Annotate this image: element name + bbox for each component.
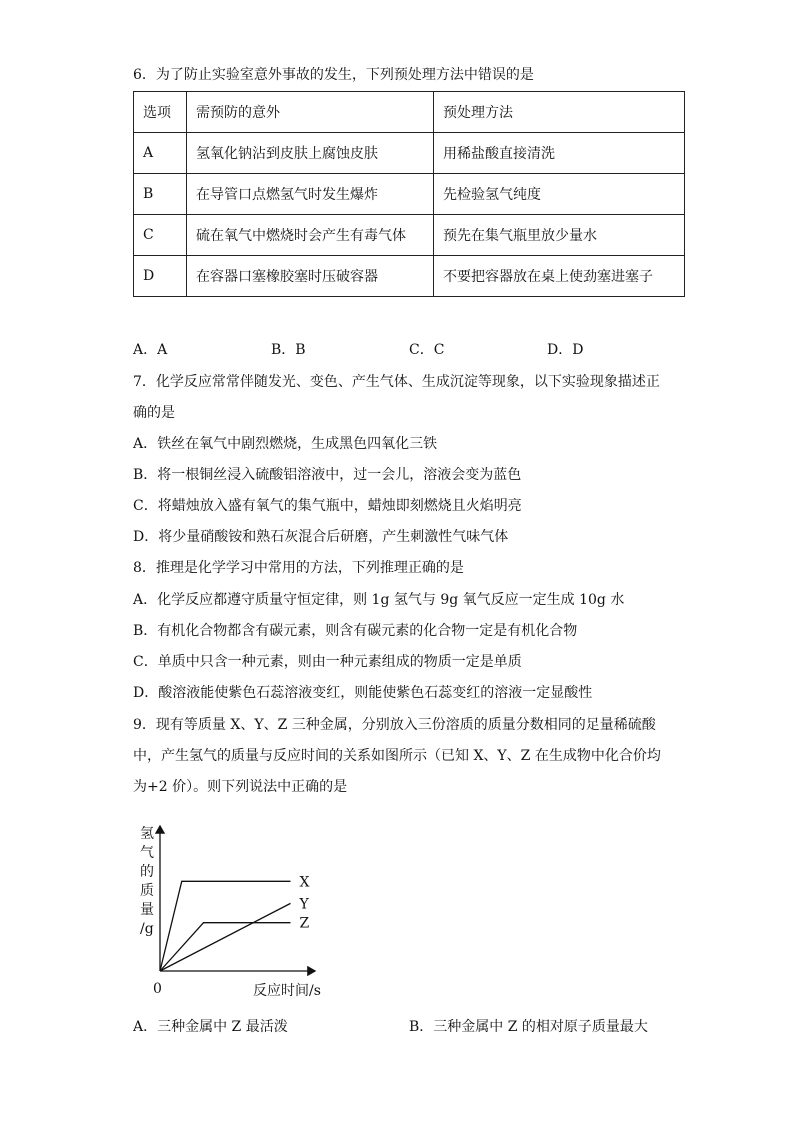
- table-cell: 不要把容器放在桌上使劲塞进塞子: [434, 256, 685, 297]
- q8-option-a[interactable]: A．化学反应都遵守质量守恒定律，则 1g 氢气与 9g 氧气反应一定生成 10g 水: [133, 592, 625, 608]
- q6-option-a[interactable]: A．A: [133, 342, 168, 358]
- q9-stem-line3: 为+2 价）。则下列说法中正确的是: [133, 779, 348, 795]
- q6-stem: 6．为了防止实验室意外事故的发生，下列预处理方法中错误的是: [133, 67, 534, 83]
- q6-option-c[interactable]: C．C: [409, 342, 445, 358]
- table-row: [134, 256, 685, 297]
- q8-option-d[interactable]: D．酸溶液能使紫色石蕊溶液变红，则能使紫色石蕊变红的溶液一定显酸性: [133, 685, 593, 701]
- q6-table: [133, 91, 685, 297]
- q8-option-c[interactable]: C．单质中只含一种元素，则由一种元素组成的物质一定是单质: [133, 654, 522, 670]
- y-axis-label: [140, 826, 154, 937]
- y-axis-label-char: 的: [140, 864, 154, 880]
- table-cell: B: [134, 174, 187, 215]
- series-line-z: [160, 923, 291, 971]
- q9-stem-line2: 中，产生氢气的质量与反应时间的关系如图所示（已知 X、Y、Z 在生成物中化合价均: [133, 748, 661, 764]
- y-axis-label-char: 质: [140, 883, 154, 899]
- table-cell: 预先在集气瓶里放少量水: [434, 215, 685, 256]
- table-header-cell: 需预防的意外: [187, 92, 434, 133]
- q8-stem: 8．推理是化学学习中常用的方法，下列推理正确的是: [133, 560, 464, 576]
- q7-option-d[interactable]: D．将少量硝酸铵和熟石灰混合后研磨，产生刺激性气味气体: [133, 529, 509, 545]
- table-cell: 在导管口点燃氢气时发生爆炸: [187, 174, 434, 215]
- table-cell: A: [134, 133, 187, 174]
- table-cell: C: [134, 215, 187, 256]
- x-axis-label: 反应时间/s: [253, 983, 321, 999]
- series-label-x: X: [299, 874, 310, 891]
- table-header-cell: 预处理方法: [434, 92, 685, 133]
- q7-stem-line2: 确的是: [133, 405, 175, 421]
- table-row: [134, 174, 685, 215]
- table-header-cell: 选项: [134, 92, 187, 133]
- table-cell: 用稀盐酸直接清洗: [434, 133, 685, 174]
- q9-stem-line1: 9．现有等质量 X、Y、Z 三种金属，分别放入三份溶质的质量分数相同的足量稀硫酸: [133, 717, 656, 733]
- q7-option-b[interactable]: B．将一根铜丝浸入硫酸铝溶液中，过一会儿，溶液会变为蓝色: [133, 467, 522, 483]
- origin-label: 0: [153, 981, 162, 997]
- y-axis-label-char: /g: [140, 921, 154, 937]
- table-cell: 在容器口塞橡胶塞时压破容器: [187, 256, 434, 297]
- table-cell: 氢氧化钠沾到皮肤上腐蚀皮肤: [187, 133, 434, 174]
- table-cell: 先检验氢气纯度: [434, 174, 685, 215]
- table-cell: D: [134, 256, 187, 297]
- series-label-y: Y: [299, 896, 309, 913]
- q8-option-b[interactable]: B．有机化合物都含有碳元素，则含有碳元素的化合物一定是有机化合物: [133, 623, 578, 639]
- y-axis-label-char: 气: [140, 845, 154, 861]
- q7-option-c[interactable]: C．将蜡烛放入盛有氧气的集气瓶中，蜡烛即刻燃烧且火焰明亮: [133, 498, 522, 514]
- y-axis-label-char: 量: [140, 902, 154, 918]
- q9-option-a[interactable]: A．三种金属中 Z 最活泼: [133, 1019, 288, 1035]
- q7-option-a[interactable]: A．铁丝在氧气中剧烈燃烧，生成黑色四氧化三铁: [133, 436, 438, 452]
- hydrogen-mass-chart: [125, 820, 345, 1000]
- series-label-z: Z: [299, 915, 310, 932]
- q6-option-d[interactable]: D．D: [547, 342, 584, 358]
- q6-option-b[interactable]: B．B: [271, 342, 306, 358]
- q9-option-b[interactable]: B．三种金属中 Z 的相对原子质量最大: [409, 1019, 648, 1035]
- series-line-x: [160, 881, 291, 971]
- table-cell: 硫在氧气中燃烧时会产生有毒气体: [187, 215, 434, 256]
- table-row: [134, 215, 685, 256]
- y-axis-label-char: 氢: [140, 826, 154, 842]
- table-row: [134, 133, 685, 174]
- q7-stem-line1: 7．化学反应常常伴随发光、变色、产生气体、生成沉淀等现象，以下实验现象描述正: [133, 374, 660, 390]
- series-line-y: [160, 903, 291, 971]
- table-header-row: [134, 92, 685, 133]
